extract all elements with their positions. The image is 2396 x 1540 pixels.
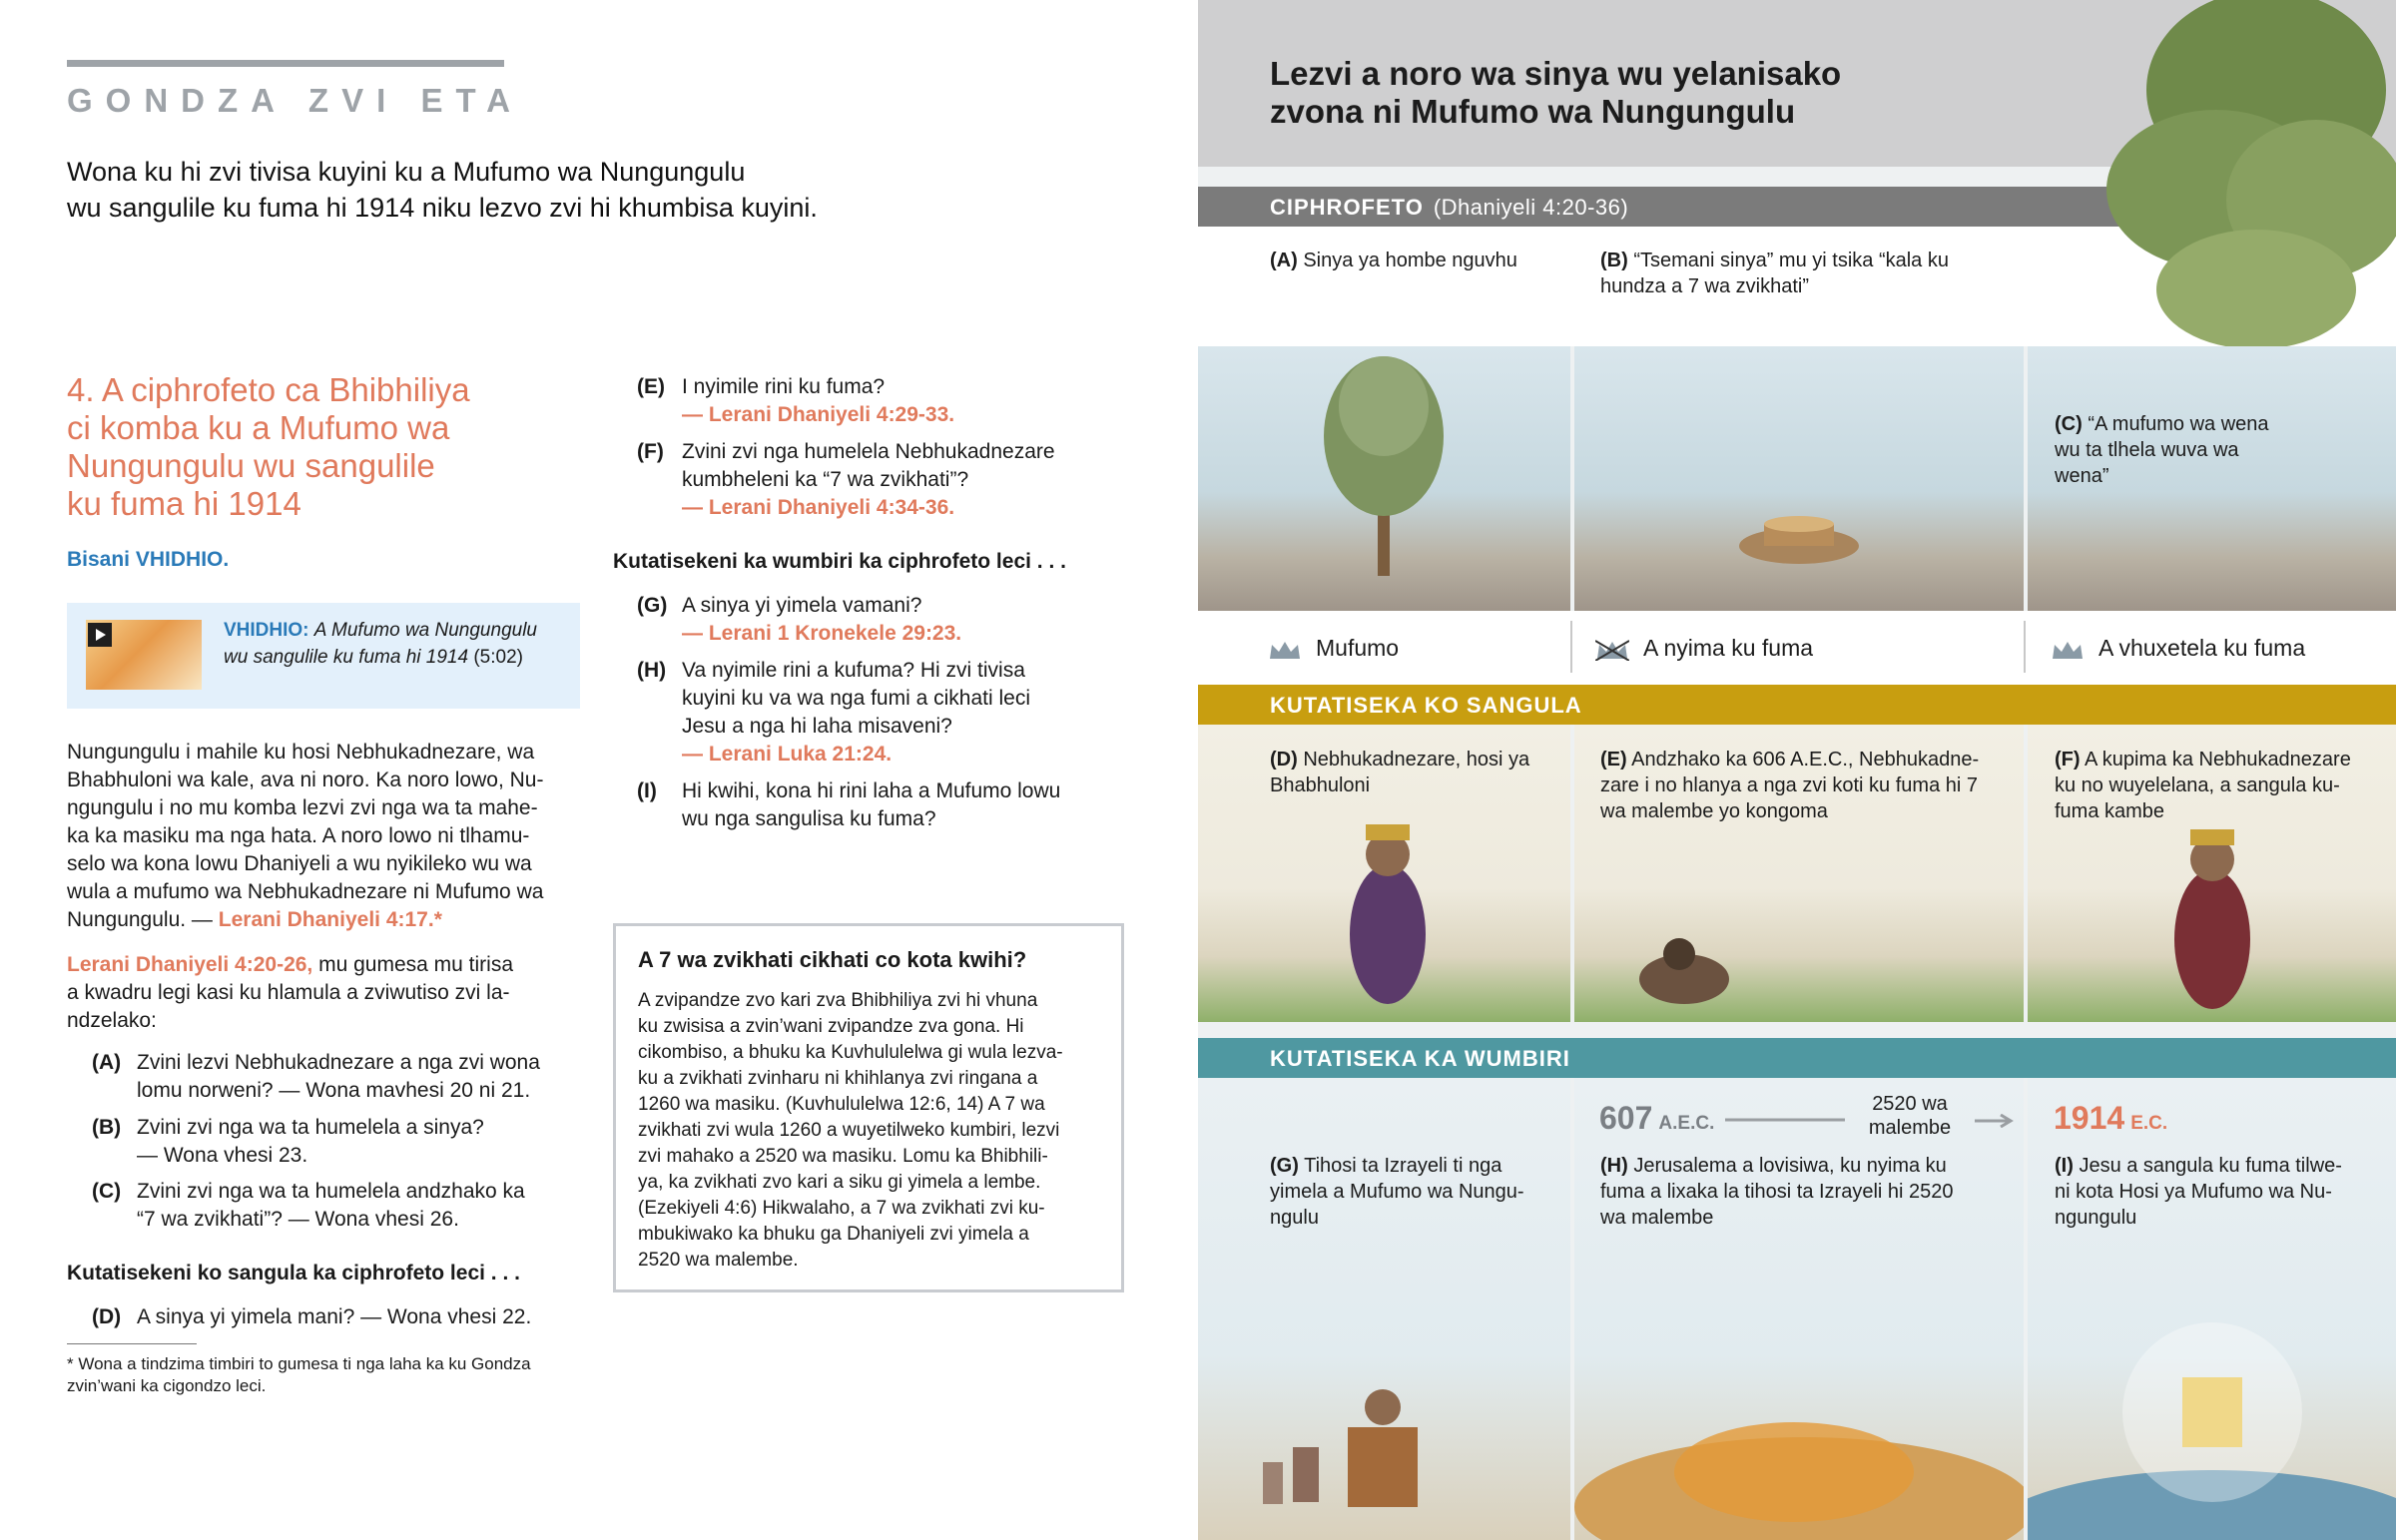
footnote-line: * Wona a tindzima timbiri to gumesa ti nga laha ka ku Gondza xyxy=(67,1354,531,1373)
title-line: zvona ni Mufumo wa Nungungulu xyxy=(1270,93,1796,130)
caption-text: fuma a lixaka la tihosi ta Izrayeli hi 2520 xyxy=(1600,1181,1954,1203)
footnote-line: zvin’wani ka cigondzo leci. xyxy=(67,1376,267,1395)
year-607 xyxy=(1599,1100,1714,1137)
caption-text: Jesu a sangula ku fuma tilwe- xyxy=(2079,1155,2342,1177)
question-line: Zvini zvi nga wa ta humelela andzhako ka xyxy=(137,1180,525,1203)
panel-stump xyxy=(1574,346,2024,611)
status-label: A nyima ku fuma xyxy=(1643,635,1814,661)
heading-line: ku fuma hi 1914 xyxy=(67,485,301,522)
caption-text: yimela a Mufumo wa Nungu- xyxy=(1270,1181,1524,1203)
caption-text: ngungulu xyxy=(2055,1207,2137,1229)
question-line: kuyini ku va wa nga fumi a cikhati leci xyxy=(682,687,1030,710)
question-label: (B) xyxy=(92,1116,122,1139)
caption-e xyxy=(1600,747,1979,824)
era-label: A.E.C. xyxy=(1658,1113,1715,1134)
body-line xyxy=(67,906,586,934)
tree-stump-illustration xyxy=(1574,346,2024,611)
question-text xyxy=(682,592,961,648)
body-line: ka ka masiku ma nga hata. A noro lowo ni tlhamu- xyxy=(67,824,530,847)
infographic xyxy=(1198,0,2396,1540)
caption-g xyxy=(1270,1153,1524,1231)
box-text xyxy=(638,988,1107,1274)
band-label: KUTATISEKA KO SANGULA xyxy=(1270,693,1582,718)
era-label: E.C. xyxy=(2130,1113,2168,1134)
box-line: ku zwisisa a zvin’wani zvipandze zva gona. Hi xyxy=(638,1016,1024,1037)
caption-text: ngulu xyxy=(1270,1207,1319,1229)
divider xyxy=(1570,621,1572,673)
question-text xyxy=(682,657,1030,769)
caption-text: A kupima ka Nebhukadnezare xyxy=(2085,749,2351,770)
section-kicker: GONDZA ZVI ETA xyxy=(67,82,523,119)
read-line: ndzelako: xyxy=(67,1009,157,1032)
question-h xyxy=(637,657,1156,769)
body-paragraph xyxy=(67,739,586,934)
heading-line: ci komba ku a Mufumo wa xyxy=(67,409,450,446)
second-fulfillment-band xyxy=(1198,1038,2396,1078)
header-rule xyxy=(67,60,504,67)
caption-b xyxy=(1600,248,1949,299)
caption-text: zare i no hlanya a nga zvi koti ku fuma hi 7 xyxy=(1600,774,1978,796)
question-line: Zvini lezvi Nebhukadnezare a nga zvi wona xyxy=(137,1051,540,1074)
question-line: kumbheleni ka “7 wa zvikhati”? xyxy=(682,468,969,491)
video-card[interactable] xyxy=(67,603,580,709)
scripture-link[interactable]: — Lerani Dhaniyeli 4:29-33. xyxy=(682,403,955,426)
status-interrupted xyxy=(1595,635,1813,662)
question-label: (E) xyxy=(637,375,665,398)
panel-i xyxy=(2028,1078,2396,1540)
caption-text: ku no wuyelelana, a sangula ku- xyxy=(2055,774,2340,796)
footnote xyxy=(67,1353,586,1397)
kings-of-israel-illustration xyxy=(1198,1078,1570,1540)
span-text: 2520 wa xyxy=(1872,1093,1948,1115)
year-number: 1914 xyxy=(2054,1100,2125,1136)
caption-label: (B) xyxy=(1600,250,1628,271)
question-line: — Wona vhesi 23. xyxy=(137,1144,308,1167)
video-title[interactable]: wu sangulile ku fuma hi 1914 xyxy=(224,647,469,668)
question-text xyxy=(682,373,954,429)
small-tree-illustration xyxy=(1198,346,1570,611)
caption-text: wa malembe yo kongoma xyxy=(1600,800,1828,822)
span-label xyxy=(1845,1092,1975,1140)
question-label: (H) xyxy=(637,659,667,682)
question-line: Jesu a nga hi laha misaveni? xyxy=(682,715,952,738)
question-label: (D) xyxy=(92,1305,122,1328)
band-label: KUTATISEKA KA WUMBIRI xyxy=(1270,1046,1570,1071)
question-line: I nyimile rini ku fuma? xyxy=(682,375,886,398)
body-line: selo wa kona lowu Dhaniyeli a wu nyikileko wu wa xyxy=(67,852,532,875)
play-icon[interactable] xyxy=(88,623,112,647)
read-instruction xyxy=(67,951,586,1035)
question-label: (C) xyxy=(92,1180,122,1203)
title-line: Lezvi a noro wa sinya wu yelanisako xyxy=(1270,55,1842,92)
question-text xyxy=(137,1114,484,1170)
watch-video-link[interactable]: Bisani VHIDHIO. xyxy=(67,548,230,571)
crown-icon xyxy=(1268,639,1302,661)
body-line: Nungungulu i mahile ku hosi Nebhukadnezare, wa xyxy=(67,741,535,764)
box-line: zvikhati zvi wula 1260 a wuyetilweko kumbiri, lezvi xyxy=(638,1120,1060,1141)
lesson-heading xyxy=(67,371,586,523)
question-line: Hi kwihi, kona hi rini laha a Mufumo lowu xyxy=(682,779,1061,802)
question-text xyxy=(137,1178,525,1234)
panel-tree xyxy=(1198,346,1570,611)
caption-label: (I) xyxy=(2055,1155,2074,1177)
panel-h xyxy=(1574,1078,2024,1540)
question-label: (A) xyxy=(92,1051,122,1074)
divider xyxy=(2024,621,2026,673)
question-text xyxy=(137,1049,540,1105)
question-line: Zvini zvi nga wa ta humelela a sinya? xyxy=(137,1116,484,1139)
box-line: ku a zvikhati zvinharu ni khihlanya zvi ringana a xyxy=(638,1068,1038,1089)
box-line: A zvipandze zvo kari zva Bhibhiliya zvi hi vhuna xyxy=(638,990,1038,1011)
question-text xyxy=(682,438,1055,522)
caption-text: hundza a 7 wa zvikhati” xyxy=(1600,275,1810,297)
intro-line: wu sangulile ku fuma hi 1914 niku lezvo zvi hi khumbisa kuyini. xyxy=(67,193,818,223)
sidebar-box xyxy=(613,923,1124,1292)
question-a xyxy=(92,1049,591,1105)
infographic-title xyxy=(1270,55,1841,131)
status-label: A vhuxetela ku fuma xyxy=(2098,635,2306,661)
question-label: (F) xyxy=(637,440,664,463)
timeline-line xyxy=(1725,1114,1845,1126)
caption-c xyxy=(2055,411,2269,489)
body-line: ngungulu i no mu komba lezvi zvi nga wa ta mahe- xyxy=(67,796,538,819)
caption-f xyxy=(2055,747,2351,824)
caption-label: (E) xyxy=(1600,749,1627,770)
caption-text: wena” xyxy=(2055,465,2109,487)
timeline-arrow-icon xyxy=(1975,1114,2015,1128)
caption-i xyxy=(2055,1153,2342,1231)
question-line: wu nga sangulisa ku fuma? xyxy=(682,807,936,830)
question-line: “7 wa zvikhati”? — Wona vhesi 26. xyxy=(137,1208,459,1231)
intro-text xyxy=(67,154,1165,226)
question-label: (G) xyxy=(637,594,668,617)
caption-h xyxy=(1600,1153,1954,1231)
body-text: Nungungulu. — xyxy=(67,908,219,931)
caption-d xyxy=(1270,747,1529,798)
reign-status-row xyxy=(1198,611,2396,685)
box-line: (Ezekiyeli 4:6) Hikwalaho, a 7 wa zvikhati zvi ku- xyxy=(638,1198,1045,1219)
band-reference: (Dhaniyeli 4:20-36) xyxy=(1433,195,1629,220)
question-label: (I) xyxy=(637,779,657,802)
caption-text: Tihosi ta Izrayeli ti nga xyxy=(1304,1155,1502,1177)
box-line: ya, ka zvikhati zvo kari a siku gi yimela a lembe. xyxy=(638,1172,1041,1193)
first-fulfillment-band xyxy=(1198,685,2396,725)
read-line: a kwadru legi kasi ku hlamula a zviwutiso zvi la- xyxy=(67,981,510,1004)
intro-line: Wona ku hi zvi tivisa kuyini ku a Mufumo wa Nungungulu xyxy=(67,157,746,187)
crown-icon xyxy=(2051,639,2085,661)
caption-text: “Tsemani sinya” mu yi tsika “kala ku xyxy=(1633,250,1949,271)
question-line: A sinya yi yimela mani? — Wona vhesi 22. xyxy=(137,1305,532,1328)
caption-text: Jerusalema a lovisiwa, ku nyima ku xyxy=(1633,1155,1947,1177)
scripture-link[interactable]: — Lerani 1 Kronekele 29:23. xyxy=(682,622,962,645)
question-b xyxy=(92,1114,591,1170)
caption-text: Bhabhuloni xyxy=(1270,774,1371,796)
heading-line: Nungungulu wu sangulile xyxy=(67,447,435,484)
caption-text: “A mufumo wa wena xyxy=(2088,413,2269,435)
caption-a xyxy=(1270,248,1517,273)
caption-label: (G) xyxy=(1270,1155,1299,1177)
panel-g xyxy=(1198,1078,1570,1540)
caption-label: (H) xyxy=(1600,1155,1628,1177)
caption-text: ni kota Hosi ya Mufumo wa Nu- xyxy=(2055,1181,2332,1203)
read-line xyxy=(67,951,586,979)
box-title: A 7 wa zvikhati cikhati co kota kwihi? xyxy=(638,947,1027,972)
caption-text: fuma kambe xyxy=(2055,800,2165,822)
box-line: 1260 wa masiku. (Kuvhululelwa 12:6, 14) A 7 wa xyxy=(638,1094,1045,1115)
caption-label: (F) xyxy=(2055,749,2081,770)
question-e xyxy=(637,373,1156,429)
band-label: CIPHROFETO xyxy=(1270,195,1424,220)
body-line: Bhabhuloni wa kale, ava ni noro. Ka noro lowo, Nu- xyxy=(67,769,544,791)
heading-line: 4. A ciphrofeto ca Bhibhiliya xyxy=(67,371,470,408)
status-rule xyxy=(1268,635,1399,662)
year-number: 607 xyxy=(1599,1100,1653,1136)
caption-label: (A) xyxy=(1270,250,1298,271)
box-line: zvi mahako a 2520 wa masiku. Lomu ka Bhibhili- xyxy=(638,1146,1048,1167)
subhead-second-fulfillment: Kutatisekeni ka wumbiri ka ciphrofeto leci . . . xyxy=(613,550,1066,573)
jerusalem-destroyed-illustration xyxy=(1574,1078,2024,1540)
question-line: Zvini zvi nga humelela Nebhukadnezare xyxy=(682,440,1055,463)
question-c xyxy=(92,1178,591,1234)
body-line: wula a mufumo wa Nebhukadnezare ni Mufumo wa xyxy=(67,880,544,903)
box-line: cikombiso, a bhuku ka Kuvhululelwa gi wula lezva- xyxy=(638,1042,1063,1063)
subhead-first-fulfillment: Kutatisekeni ko sangula ka ciphrofeto leci . . . xyxy=(67,1262,520,1284)
caption-text: Sinya ya hombe nguvhu xyxy=(1303,250,1517,271)
question-d xyxy=(92,1303,591,1331)
question-g xyxy=(637,592,1156,648)
scripture-link[interactable]: — Lerani Luka 21:24. xyxy=(682,743,893,766)
year-1914 xyxy=(2054,1100,2167,1137)
status-label: Mufumo xyxy=(1316,635,1400,661)
caption-label: (D) xyxy=(1270,749,1298,770)
question-i xyxy=(637,777,1156,833)
box-line: 2520 wa malembe. xyxy=(638,1250,799,1271)
question-text xyxy=(682,777,1060,833)
question-line: Va nyimile rini a kufuma? Hi zvi tivisa xyxy=(682,659,1025,682)
question-text xyxy=(137,1303,531,1331)
video-caption xyxy=(224,617,573,671)
read-text: mu gumesa mu tirisa xyxy=(312,953,514,976)
question-f xyxy=(637,438,1156,522)
tree-canopy xyxy=(2156,230,2356,349)
span-text: malembe xyxy=(1868,1117,1952,1139)
video-title[interactable]: A Mufumo wa Nungungulu xyxy=(313,620,537,641)
question-line: lomu norweni? — Wona mavhesi 20 ni 21. xyxy=(137,1079,531,1102)
caption-text: Andzhako ka 606 A.E.C., Nebhukadne- xyxy=(1631,749,1980,770)
question-line: A sinya yi yimela vamani? xyxy=(682,594,922,617)
caption-text: wa malembe xyxy=(1600,1207,1714,1229)
heavenly-throne-illustration xyxy=(2028,1078,2396,1540)
video-label: VHIDHIO: xyxy=(224,620,309,641)
video-duration: (5:02) xyxy=(473,647,523,668)
footnote-divider xyxy=(67,1343,197,1344)
caption-label: (C) xyxy=(2055,413,2083,435)
scripture-link[interactable]: — Lerani Dhaniyeli 4:34-36. xyxy=(682,496,955,519)
caption-text: Nebhukadnezare, hosi ya xyxy=(1303,749,1530,770)
video-thumbnail[interactable] xyxy=(86,620,202,690)
status-restored xyxy=(2051,635,2305,662)
caption-text: wu ta tlhela wuva wa xyxy=(2055,439,2239,461)
box-line: mbukiwako ka bhuku ga Dhaniyeli zvi yimela a xyxy=(638,1224,1029,1245)
scripture-link[interactable]: Lerani Dhaniyeli 4:17.* xyxy=(218,908,442,931)
scripture-link[interactable]: Lerani Dhaniyeli 4:20-26, xyxy=(67,953,313,976)
crossed-crown-icon xyxy=(1595,639,1629,661)
